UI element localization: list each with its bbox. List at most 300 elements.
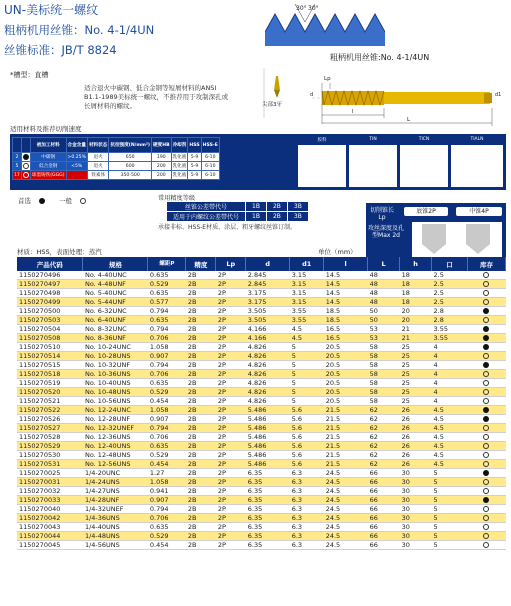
cell: 3.175 xyxy=(246,289,290,298)
cell: 2P xyxy=(216,370,246,379)
cell: 1150270508 xyxy=(17,334,83,343)
cell: 4.5 xyxy=(432,451,468,460)
available-dot-icon xyxy=(483,488,489,494)
cell: 25 xyxy=(400,343,432,352)
cell: No. 8-36UNF xyxy=(83,334,148,343)
cell: 1.058 xyxy=(148,343,186,352)
cell: 1150270528 xyxy=(17,433,83,442)
cell: No. 8-32UNC xyxy=(83,325,148,334)
cell: 24.5 xyxy=(324,523,368,532)
in-stock-dot-icon xyxy=(483,344,489,350)
table-row[interactable] xyxy=(17,271,506,280)
cell: 2P xyxy=(216,469,246,478)
cell: 2P xyxy=(216,406,246,415)
cell: 4.5 xyxy=(432,424,468,433)
coat-head-tin: TIN xyxy=(369,137,377,142)
cell: 2P xyxy=(216,451,246,460)
table-row[interactable] xyxy=(17,478,506,487)
cell: 3.15 xyxy=(290,289,324,298)
cell: 25 xyxy=(400,388,432,397)
cell: 6.35 xyxy=(246,532,290,541)
stock-cell xyxy=(467,451,505,460)
col-header: h xyxy=(400,257,432,271)
product-subtitle: 粗柄机用丝锥：No. 4-1/4UN xyxy=(4,23,155,37)
available-dot-icon xyxy=(483,398,489,404)
cell: 24.5 xyxy=(324,469,368,478)
cell: 2P xyxy=(216,514,246,523)
label-L: L xyxy=(407,117,411,123)
cell: 66 xyxy=(368,505,400,514)
cell: No. 10-48UNS xyxy=(83,388,148,397)
cell: 66 xyxy=(368,487,400,496)
stock-cell xyxy=(467,460,505,469)
table-row[interactable] xyxy=(17,334,506,343)
chamfer-label: 切削锥长Lp xyxy=(369,207,394,221)
coat-cell xyxy=(451,145,503,187)
cell: 24.5 xyxy=(324,541,368,550)
cell: 21.5 xyxy=(324,460,368,469)
tolerance-table: 丝锥公差带代号 1B 2B 3B 适用于内螺纹公差带代号 1B 2B 3B xyxy=(166,201,309,222)
cell: 4 xyxy=(432,388,468,397)
cell: 1150270518 xyxy=(17,370,83,379)
cell: 6.3 xyxy=(290,514,324,523)
cell: 2B xyxy=(186,334,216,343)
stock-cell xyxy=(467,307,505,316)
table-row[interactable] xyxy=(17,505,506,514)
cell: 2P xyxy=(216,325,246,334)
table-row[interactable] xyxy=(17,397,506,406)
cell: 18 xyxy=(400,271,432,280)
custom-order-note: 承接非标、HSS-E材质、涂层、粗牙螺纹丝锥订制。 xyxy=(158,224,297,231)
cell: 5.486 xyxy=(246,424,290,433)
cell: 1150270527 xyxy=(17,424,83,433)
col-header: Lp xyxy=(216,257,246,271)
cell: 6.35 xyxy=(246,541,290,550)
cell: 2B xyxy=(186,532,216,541)
table-row[interactable] xyxy=(17,280,506,289)
stock-cell xyxy=(467,370,505,379)
table-row[interactable] xyxy=(17,514,506,523)
cell: 5.486 xyxy=(246,433,290,442)
cell: 21.5 xyxy=(324,442,368,451)
cell: 0.635 xyxy=(148,442,186,451)
table-row[interactable] xyxy=(17,307,506,316)
cell: 2B xyxy=(186,424,216,433)
in-stock-dot-icon xyxy=(483,362,489,368)
unit-note: 单位（mm） xyxy=(318,248,357,256)
general-dot-icon xyxy=(80,198,86,204)
cell: 2P xyxy=(216,523,246,532)
cell: 0.794 xyxy=(148,325,186,334)
cell: 2P xyxy=(216,442,246,451)
cell: 4 xyxy=(432,379,468,388)
cell: 21.5 xyxy=(324,433,368,442)
cell: 2P xyxy=(216,334,246,343)
cell: 2B xyxy=(186,280,216,289)
cell: 30 xyxy=(400,505,432,514)
cell: 25 xyxy=(400,370,432,379)
cell: 2B xyxy=(186,397,216,406)
cell: 6.3 xyxy=(290,496,324,505)
cell: 20.5 xyxy=(324,370,368,379)
cell: 6.35 xyxy=(246,469,290,478)
cell: 1150270032 xyxy=(17,487,83,496)
cell: 3.15 xyxy=(290,298,324,307)
cell: 6.3 xyxy=(290,505,324,514)
col-header: d1 xyxy=(290,257,324,271)
cell: 5.486 xyxy=(246,442,290,451)
in-stock-dot-icon xyxy=(483,308,489,314)
cell: 5.486 xyxy=(246,415,290,424)
table-row[interactable] xyxy=(17,424,506,433)
available-dot-icon xyxy=(483,272,489,278)
cell: 0.794 xyxy=(148,424,186,433)
cell: 25 xyxy=(400,361,432,370)
cell: 4.826 xyxy=(246,379,290,388)
table-row[interactable] xyxy=(17,289,506,298)
cell: 2P xyxy=(216,343,246,352)
cell: 26 xyxy=(400,415,432,424)
stock-cell xyxy=(467,487,505,496)
cell: 2P xyxy=(216,307,246,316)
cell: No. 6-32UNC xyxy=(83,307,148,316)
stock-cell xyxy=(467,379,505,388)
cell: 18 xyxy=(400,289,432,298)
cell: 30 xyxy=(400,487,432,496)
cell: 0.907 xyxy=(148,352,186,361)
cell: 4 xyxy=(432,352,468,361)
cell: 66 xyxy=(368,478,400,487)
in-stock-dot-icon xyxy=(483,497,489,503)
cell: 2B xyxy=(186,361,216,370)
cell: 5 xyxy=(432,469,468,478)
table-row[interactable] xyxy=(17,388,506,397)
cell: 1/4-27UNS xyxy=(83,487,148,496)
table-row[interactable] xyxy=(17,496,506,505)
table-row[interactable] xyxy=(17,361,506,370)
coat-head-ticn: TICN xyxy=(418,137,430,142)
cell: 2B xyxy=(186,343,216,352)
stock-cell xyxy=(467,361,505,370)
preferred-dot-icon xyxy=(23,154,29,160)
cell: 30 xyxy=(400,496,432,505)
cell: 5.486 xyxy=(246,451,290,460)
cell: 2.5 xyxy=(432,280,468,289)
cell: 5.6 xyxy=(290,424,324,433)
mat-header xyxy=(13,138,22,153)
stock-cell xyxy=(467,298,505,307)
table-row[interactable] xyxy=(17,298,506,307)
cell: 5.486 xyxy=(246,406,290,415)
label-d: d xyxy=(310,92,314,98)
cell: 0.529 xyxy=(148,532,186,541)
cell: 1150270040 xyxy=(17,505,83,514)
table-row[interactable] xyxy=(17,379,506,388)
table-row[interactable] xyxy=(17,316,506,325)
cell: 4.5 xyxy=(432,460,468,469)
cell: 5.6 xyxy=(290,442,324,451)
materials-table xyxy=(12,137,220,180)
cell: 2P xyxy=(216,352,246,361)
cell: 2B xyxy=(186,505,216,514)
available-dot-icon xyxy=(483,524,489,530)
table-row[interactable] xyxy=(17,442,506,451)
cell: 1150270522 xyxy=(17,406,83,415)
table-row[interactable] xyxy=(17,541,506,550)
stock-cell xyxy=(467,343,505,352)
cell: 4.826 xyxy=(246,388,290,397)
cell: 2P xyxy=(216,397,246,406)
table-row[interactable] xyxy=(17,460,506,469)
cell: 2P xyxy=(216,415,246,424)
cell: 1/4-40UNS xyxy=(83,523,148,532)
angle-label-left: 30° xyxy=(296,5,307,12)
cell: 2B xyxy=(186,352,216,361)
cell: 1150270531 xyxy=(17,460,83,469)
stock-cell xyxy=(467,496,505,505)
cell: 20 xyxy=(400,307,432,316)
stock-cell xyxy=(467,505,505,514)
description: 适合退火中碳钢、低合金钢等短屑材料的ANSI B1.1-1989美标统一螺纹，不推荐用于攻制深孔或长屑材料的螺纹。 xyxy=(84,84,229,110)
cell: 53 xyxy=(368,334,400,343)
cell: 4.826 xyxy=(246,370,290,379)
cell: 2.8 xyxy=(432,307,468,316)
col-header: 精度 xyxy=(186,257,216,271)
cell: 20.5 xyxy=(324,352,368,361)
cell: 2P xyxy=(216,541,246,550)
cell: 62 xyxy=(368,433,400,442)
cell: 0.706 xyxy=(148,433,186,442)
cell: No. 4-40UNC xyxy=(83,271,148,280)
table-row[interactable] xyxy=(17,469,506,478)
cell: 4.5 xyxy=(290,334,324,343)
cell: 26 xyxy=(400,451,432,460)
cell: 16.5 xyxy=(324,325,368,334)
groove-type: *槽型：直槽 xyxy=(10,71,49,79)
cell: 18.5 xyxy=(324,316,368,325)
cell: 24.5 xyxy=(324,496,368,505)
cell: 25 xyxy=(400,397,432,406)
cell: 2B xyxy=(186,523,216,532)
table-row[interactable] xyxy=(17,370,506,379)
preferred-dot-icon xyxy=(39,198,45,204)
table-row[interactable] xyxy=(17,406,506,415)
product-table xyxy=(17,257,506,550)
cell: 0.907 xyxy=(148,415,186,424)
cell: 6.35 xyxy=(246,487,290,496)
available-dot-icon xyxy=(483,443,489,449)
stock-cell xyxy=(467,424,505,433)
chamfer-2p-button[interactable]: 底锥2P xyxy=(404,207,448,216)
cell: No. 10-32UNF xyxy=(83,361,148,370)
table-row[interactable] xyxy=(17,487,506,496)
cell: 5 xyxy=(290,370,324,379)
table-row[interactable] xyxy=(17,325,506,334)
cell: 4.826 xyxy=(246,361,290,370)
cell: 2B xyxy=(186,487,216,496)
cell: 4.5 xyxy=(432,406,468,415)
cell: 24.5 xyxy=(324,487,368,496)
cell: 48 xyxy=(368,280,400,289)
cell: 0.706 xyxy=(148,514,186,523)
cell: 2B xyxy=(186,415,216,424)
mat-header: HSS xyxy=(188,138,201,153)
cell: 6.35 xyxy=(246,496,290,505)
table-row[interactable] xyxy=(17,451,506,460)
cell: 1150270510 xyxy=(17,343,83,352)
cell: No. 12-36UNS xyxy=(83,433,148,442)
cell: 6.35 xyxy=(246,505,290,514)
cell: 21.5 xyxy=(324,424,368,433)
cell: 1/4-24UNS xyxy=(83,478,148,487)
cell: 21 xyxy=(400,325,432,334)
cell: 2B xyxy=(186,316,216,325)
coat-cell xyxy=(349,145,397,187)
cell: 30 xyxy=(400,541,432,550)
stock-cell xyxy=(467,325,505,334)
cell: 6.3 xyxy=(290,541,324,550)
col-header: 产品代码 xyxy=(17,257,83,271)
cell: 20.5 xyxy=(324,397,368,406)
cell: 6.35 xyxy=(246,523,290,532)
cell: 1150270497 xyxy=(17,280,83,289)
cell: 2P xyxy=(216,532,246,541)
cell: 6.3 xyxy=(290,469,324,478)
cell: 4.826 xyxy=(246,352,290,361)
cell: 58 xyxy=(368,397,400,406)
cell: 14.5 xyxy=(324,289,368,298)
col-header: L xyxy=(368,257,400,271)
coat-cell xyxy=(298,145,346,187)
title-block xyxy=(4,2,254,59)
cell: 58 xyxy=(368,370,400,379)
label-l: l xyxy=(352,109,354,115)
cell: 0.941 xyxy=(148,487,186,496)
cell: 1150270043 xyxy=(17,523,83,532)
cell: No. 6-40UNF xyxy=(83,316,148,325)
table-row[interactable] xyxy=(17,352,506,361)
cell: 2P xyxy=(216,379,246,388)
cell: 2P xyxy=(216,361,246,370)
available-dot-icon xyxy=(483,461,489,467)
label-lp: Lp xyxy=(324,76,331,82)
cell: 4.5 xyxy=(290,325,324,334)
cell: No. 12-24UNC xyxy=(83,406,148,415)
cell: 0.635 xyxy=(148,379,186,388)
cell: 16.5 xyxy=(324,334,368,343)
cell: 0.794 xyxy=(148,361,186,370)
cell: 2P xyxy=(216,280,246,289)
tolerance-title: 常用精度等级 xyxy=(158,195,196,202)
cell: 24.5 xyxy=(324,514,368,523)
cell: 2B xyxy=(186,271,216,280)
cell: 5 xyxy=(432,541,468,550)
cell: 5.6 xyxy=(290,451,324,460)
stock-cell xyxy=(467,433,505,442)
cell: 4.166 xyxy=(246,334,290,343)
table-row[interactable] xyxy=(17,415,506,424)
tap-diagram xyxy=(262,58,508,130)
general-dot-icon xyxy=(23,163,29,169)
stock-cell xyxy=(467,352,505,361)
cell: 1150270503 xyxy=(17,316,83,325)
cell: 30 xyxy=(400,478,432,487)
cell: 21.5 xyxy=(324,451,368,460)
cell: 66 xyxy=(368,541,400,550)
cell: 62 xyxy=(368,460,400,469)
col-header: 库存 xyxy=(467,257,505,271)
cell: 2B xyxy=(186,541,216,550)
cell: 5 xyxy=(432,478,468,487)
cell: 0.635 xyxy=(148,271,186,280)
cell: 5 xyxy=(290,352,324,361)
cell: 5 xyxy=(432,496,468,505)
cell: 0.794 xyxy=(148,307,186,316)
cell: 50 xyxy=(368,307,400,316)
table-row[interactable] xyxy=(17,433,506,442)
cell: 2P xyxy=(216,271,246,280)
label-tip: 尖部3牙 xyxy=(262,102,282,108)
cell: 20.5 xyxy=(324,343,368,352)
cell: 1150270498 xyxy=(17,289,83,298)
cell: 1150270519 xyxy=(17,379,83,388)
cell: 1/4-20UNC xyxy=(83,469,148,478)
cell: 21.5 xyxy=(324,415,368,424)
table-row[interactable] xyxy=(17,343,506,352)
cell: 48 xyxy=(368,298,400,307)
cell: 2P xyxy=(216,496,246,505)
hole-type-icon xyxy=(412,222,502,258)
available-dot-icon xyxy=(483,371,489,377)
cell: 24.5 xyxy=(324,478,368,487)
cell: 2B xyxy=(186,433,216,442)
col-header: l xyxy=(324,257,368,271)
cell: 4.826 xyxy=(246,343,290,352)
cell: 20.5 xyxy=(324,388,368,397)
cell: 1150270499 xyxy=(17,298,83,307)
cell: 30 xyxy=(400,532,432,541)
cell: 2B xyxy=(186,388,216,397)
table-row[interactable] xyxy=(17,523,506,532)
available-dot-icon xyxy=(483,290,489,296)
cell: 1150270031 xyxy=(17,478,83,487)
stock-cell xyxy=(467,406,505,415)
mat-header: 被加工材料 xyxy=(30,138,66,153)
cell: 1.058 xyxy=(148,478,186,487)
cell: 2B xyxy=(186,370,216,379)
chamfer-4p-button[interactable]: 中锥4P xyxy=(456,207,502,216)
legend-general: 一般 xyxy=(59,197,73,205)
table-row[interactable] xyxy=(17,532,506,541)
cell: 3.55 xyxy=(290,307,324,316)
material-note: 材质：HSS，表面处理：蒸汽 xyxy=(17,248,102,256)
cell: 4.5 xyxy=(432,433,468,442)
cell: 5 xyxy=(432,514,468,523)
cell: 4.166 xyxy=(246,325,290,334)
cell: 1150270521 xyxy=(17,397,83,406)
cell: 1150270515 xyxy=(17,361,83,370)
cell: 26 xyxy=(400,406,432,415)
cell: 4 xyxy=(432,370,468,379)
cell: 5 xyxy=(432,487,468,496)
cell: 21 xyxy=(400,334,432,343)
cell: 2.845 xyxy=(246,271,290,280)
cell: 5 xyxy=(290,361,324,370)
table-header-row xyxy=(17,257,506,271)
thread-profile-diagram xyxy=(265,2,385,50)
cell: 0.454 xyxy=(148,397,186,406)
cell: 3.505 xyxy=(246,307,290,316)
